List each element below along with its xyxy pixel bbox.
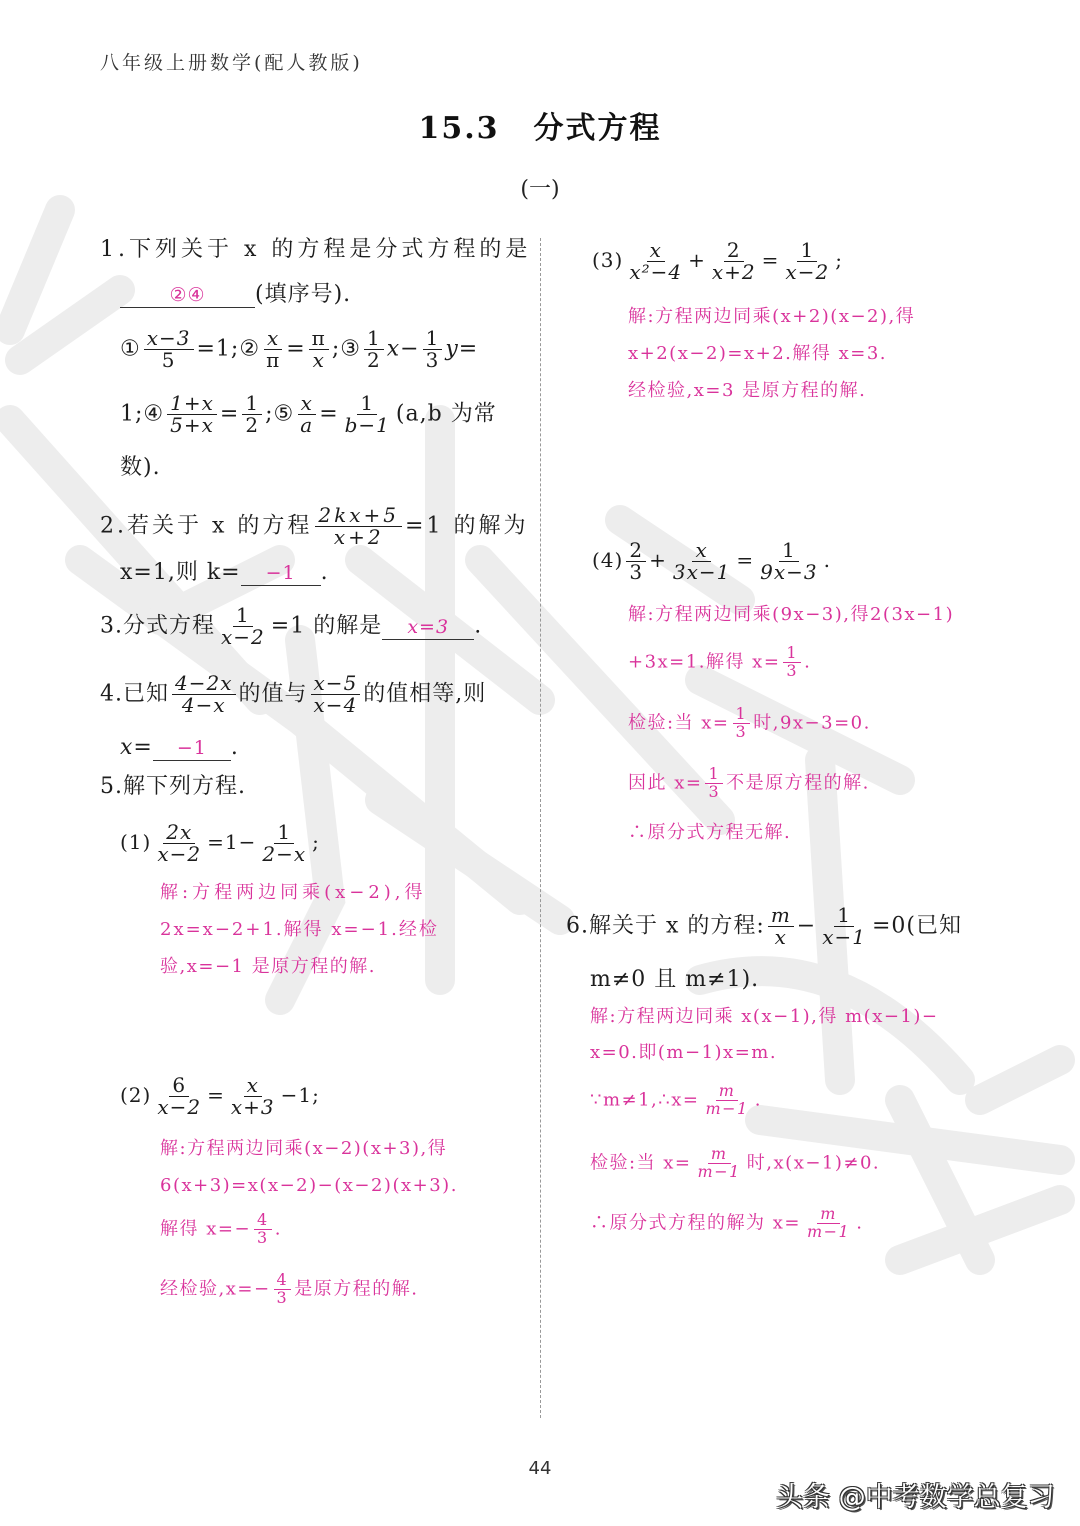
q5-4-solution-line: 因此 x= $\frac{1}{3}$ 不是原方程的解. — [628, 764, 870, 801]
column-divider — [540, 238, 541, 1418]
q5-4-solution-line: ∴原分式方程无解. — [628, 822, 792, 843]
q1-stem: 1.下列关于 x 的方程是分式方程的是 — [100, 237, 532, 262]
q6-solution-line: x=0.即(m−1)x=m. — [590, 1042, 778, 1063]
page-number: 44 — [528, 1458, 552, 1479]
q3-answer-blank[interactable]: x=3 — [382, 615, 474, 640]
q6-stem: 6.解关于 x 的方程: $\frac{m}{x}$ − $\frac{1}{x-1}$ =0(已知 — [566, 903, 962, 949]
q5-2-solution-line: 解得 x=− $\frac{4}{3}$ . — [160, 1210, 282, 1247]
q5-2-solution-line: 经检验,x=− $\frac{4}{3}$ 是原方程的解. — [160, 1270, 419, 1307]
q1-answer-blank[interactable]: ②④ — [120, 283, 255, 308]
q1-options-line2: 1;④ $\frac{1+x}{5+x}$ = $\frac{1}{2}$ ;⑤ $\frac{x}{a}$ = $\frac{1}{b-1}$ (a,b 为常 — [120, 391, 497, 437]
q6-solution-line: 解:方程两边同乘 x(x−1),得 m(x−1)− — [590, 1006, 939, 1027]
q4-answer-blank[interactable]: −1 — [153, 736, 231, 761]
book-header: 八年级上册数学(配人教版) — [100, 52, 363, 74]
q4-answer-line: x= −1 . — [120, 735, 239, 760]
section-name: 分式方程 — [533, 111, 662, 146]
source-credit: 头条 @中考数学总复习 — [776, 1482, 1055, 1513]
section-number: 15.3 — [418, 111, 500, 146]
q5-2-solution-line: 6(x+3)=x(x−2)−(x−2)(x+3). — [160, 1175, 458, 1196]
q2-stem: 2.若关于 x 的方程 $\frac{2kx+5}{x+2}$ =1 的解为 — [100, 503, 529, 549]
q1-tail: 数). — [120, 455, 161, 480]
q1-answer-line: ②④ (填序号). — [120, 280, 351, 310]
q5-4-solution-line: 检验:当 x= $\frac{1}{3}$ 时,9x−3=0. — [628, 704, 871, 741]
q5-1-solution-line: 解:方程两边同乘(x−2),得 — [160, 882, 427, 903]
q5-3-solution-line: 经检验,x=3 是原方程的解. — [628, 380, 867, 401]
q5-3-solution-line: x+2(x−2)=x+2.解得 x=3. — [628, 343, 888, 364]
q5-3-solution-line: 解:方程两边同乘(x+2)(x−2),得 — [628, 306, 916, 327]
subsection-label: (一) — [520, 177, 560, 202]
section-title — [0, 103, 1080, 147]
q5-1-equation: (1) $\frac{2x}{x-2}$ =1− $\frac{1}{2-x}$ ; — [120, 820, 320, 866]
q2-answer-blank[interactable]: −1 — [241, 561, 321, 586]
q6-solution-line: 检验:当 x= $\frac{m}{m-1}$ 时,x(x−1)≠0. — [590, 1144, 881, 1181]
q5-2-equation: (2) $\frac{6}{x-2}$ = $\frac{x}{x+3}$ −1; — [120, 1073, 320, 1119]
q5-4-solution-line: 解:方程两边同乘(9x−3),得2(3x−1) — [628, 604, 955, 625]
q2-answer-line: x=1,则 k= −1 . — [120, 560, 329, 585]
q5-4-solution-line: +3x=1.解得 x= $\frac{1}{3}$ . — [628, 643, 812, 680]
q4-stem: 4.已知 $\frac{4-2x}{4-x}$ 的值与 $\frac{x-5}{x-4}$ 的值相等,则 — [100, 671, 487, 717]
q5-1-solution-line: 2x=x−2+1.解得 x=−1.经检 — [160, 919, 439, 940]
q3-stem: 3.分式方程 $\frac{1}{x-2}$ =1 的解是 x=3 . — [100, 603, 483, 649]
q6-solution-line: ∴原分式方程的解为 x= $\frac{m}{m-1}$ . — [590, 1204, 864, 1241]
q6-solution-line: ∵m≠1,∴x= $\frac{m}{m-1}$ . — [590, 1081, 762, 1118]
q5-3-equation: (3) $\frac{x}{\text{x²−4}}$ + $\frac{2}{x+2}$ = $\frac{1}{x-2}$ ; — [592, 238, 843, 284]
q6-condition: m≠0 且 m≠1). — [590, 967, 760, 992]
q5-2-solution-line: 解:方程两边同乘(x−2)(x+3),得 — [160, 1138, 448, 1159]
q5-stem: 5.解下列方程. — [100, 774, 246, 799]
q5-4-equation: (4) $\frac{2}{3}$ + $\frac{x}{3x-1}$ = $\frac{1}{9x-3}$ . — [592, 538, 831, 584]
q5-1-solution-line: 验,x=−1 是原方程的解. — [160, 956, 376, 977]
q1-options-line1: ① $\frac{x-3}{5}$ =1;② $\frac{x}{\pi}$ = $\frac{\pi}{x}$ ;③ $\frac{1}{2}$ x− $\frac{1}{3}$ y= — [120, 326, 479, 372]
